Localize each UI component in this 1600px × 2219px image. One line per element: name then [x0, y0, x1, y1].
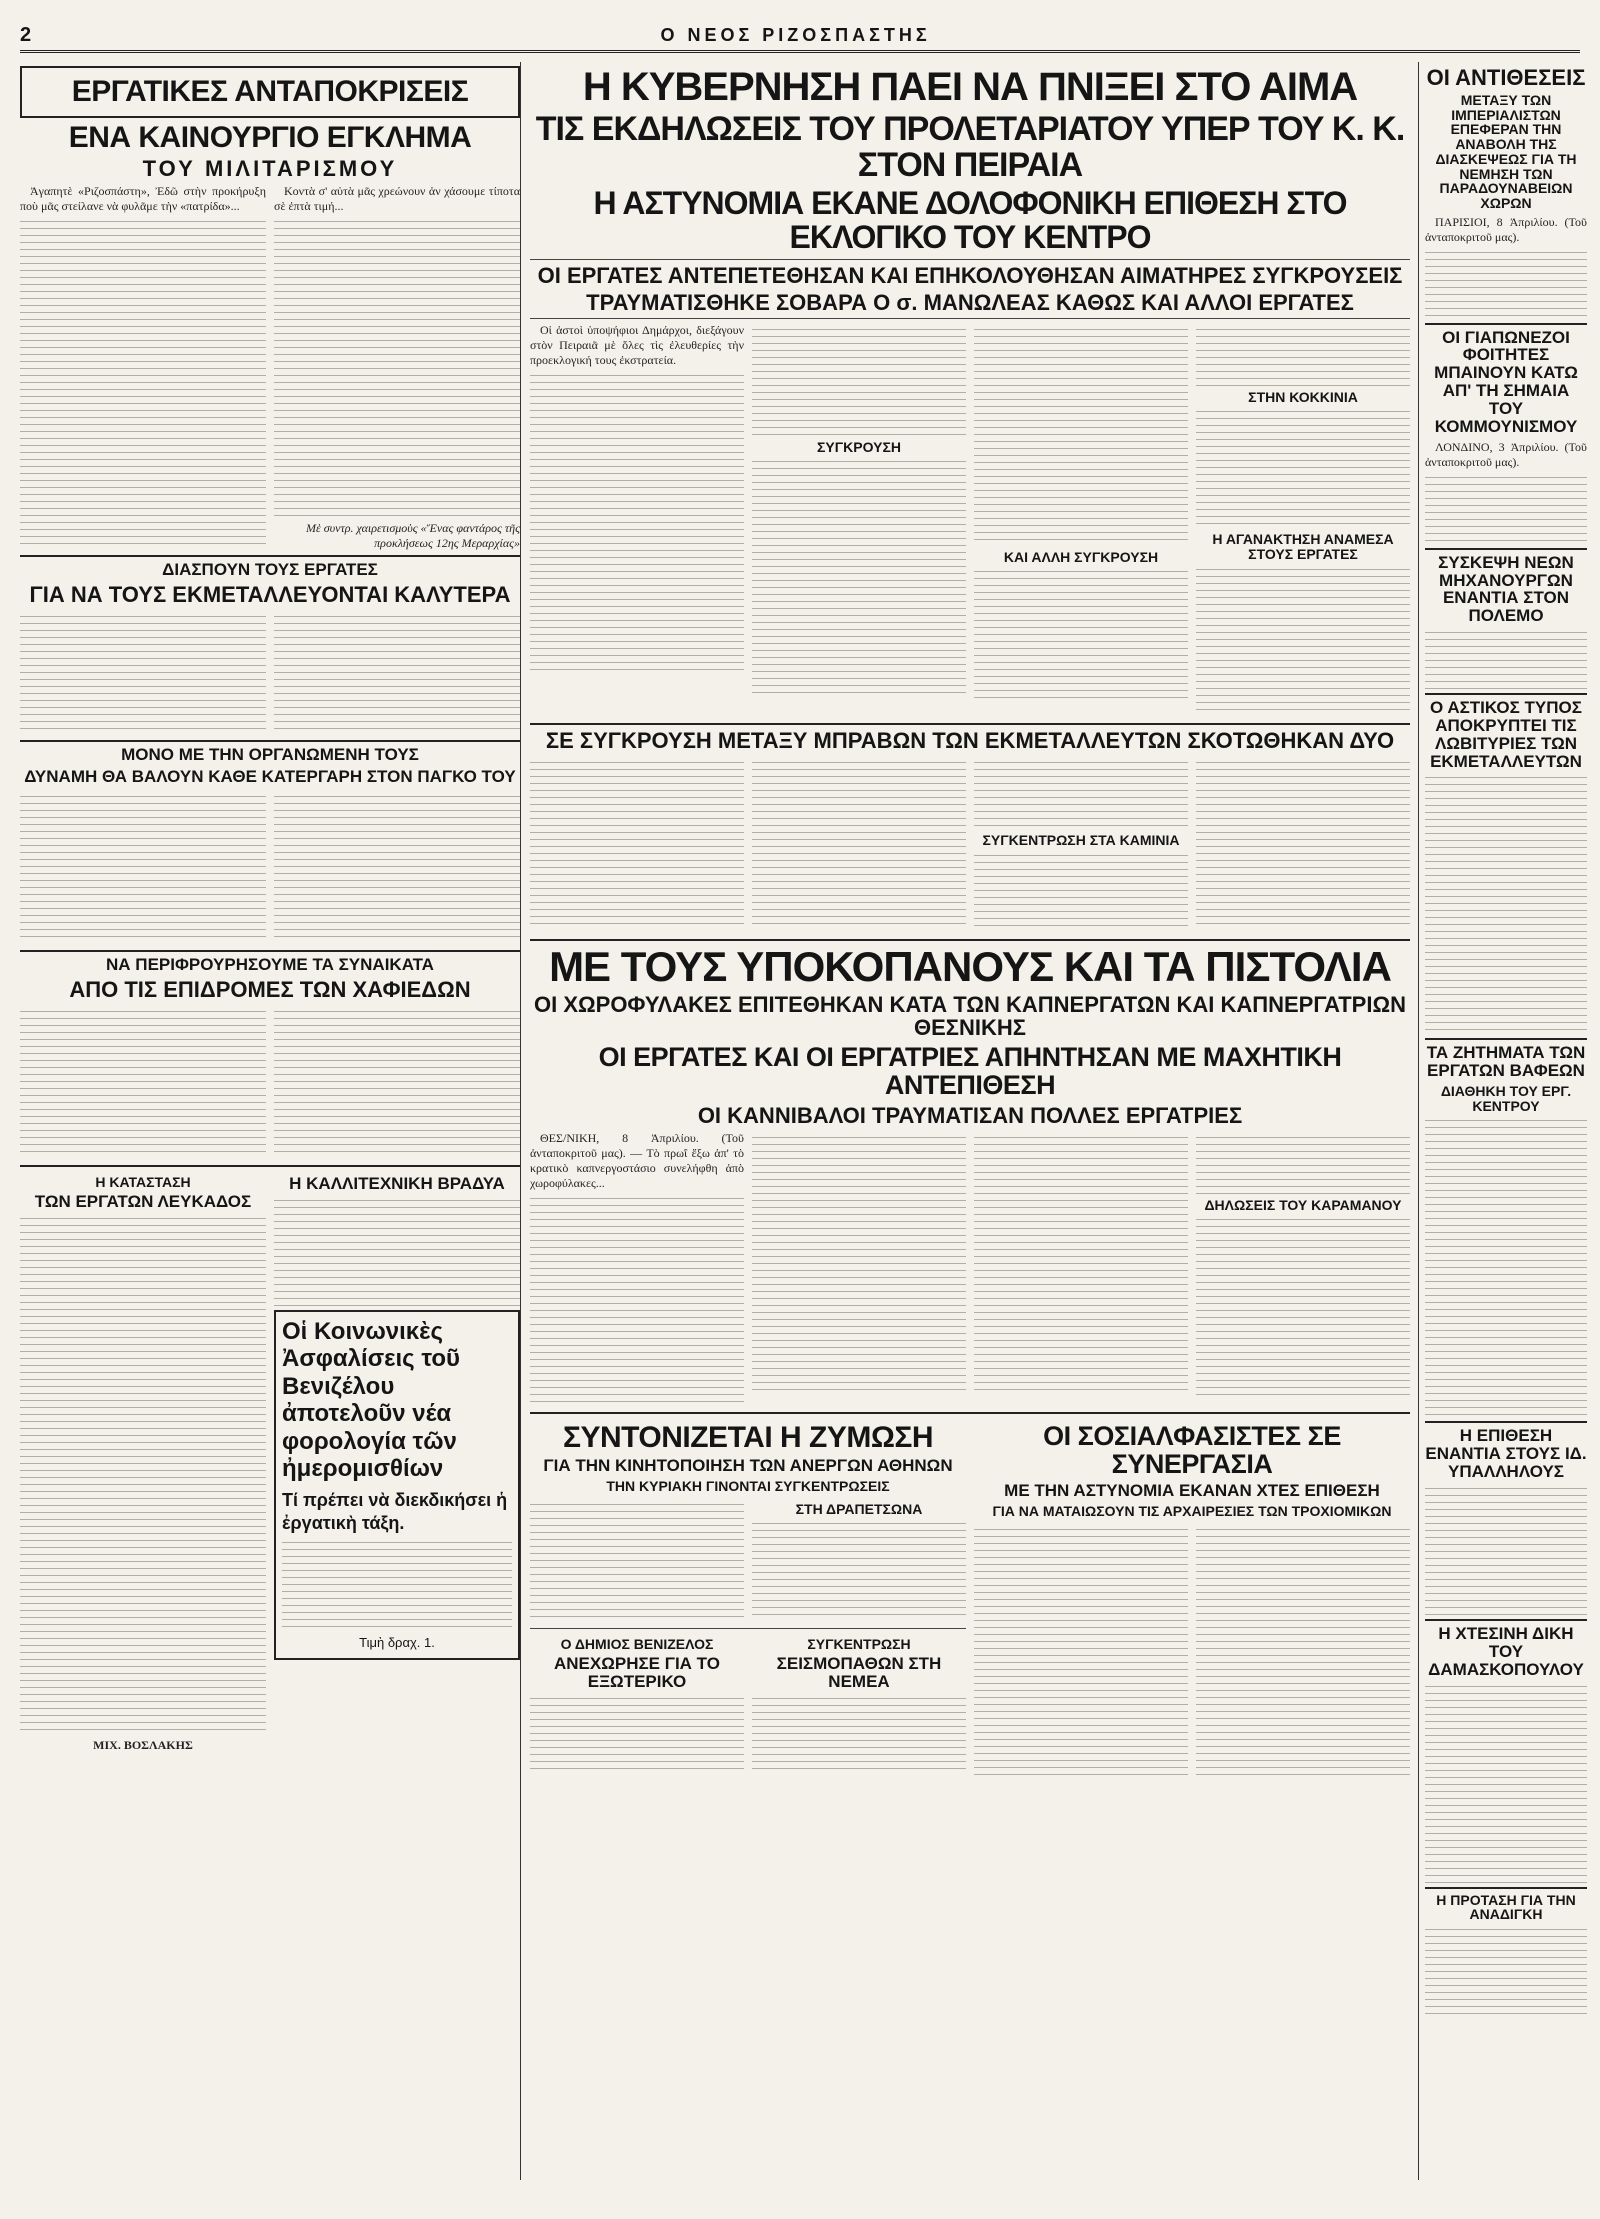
venizelos-subheadline: ΑΝΕΧΩΡΗΣΕ ΓΙΑ ΤΟ ΕΞΩΤΕΡΙΚΟ: [554, 1654, 720, 1692]
pamphlet-ad: [274, 1310, 520, 1660]
main-headline-2: ΤΙΣ ΕΚΔΗΛΩΣΕΙΣ ΤΟΥ ΠΡΟΛΕΤΑΡΙΑΤΟΥ ΥΠΕΡ ΤΟΥ Κ. Κ. ΣΤΟΝ ΠΕΙΡΑΙΑ: [535, 110, 1405, 184]
thessaloniki-subheadline-3: ΟΙ ΚΑΝΝΙΒΑΛΟΙ ΤΡΑΥΜΑΤΙΣΑΝ ΠΟΛΛΕΣ ΕΡΓΑΤΡΙΕΣ: [697, 1102, 1243, 1128]
japanese-students-headline: ΟΙ ΓΙΑΠΩΝΕΖΟΙ ΦΟΙΤΗΤΕΣ ΜΠΑΙΝΟΥΝ ΚΑΤΩ ΑΠ' ΤΗ ΣΗΜΑΙΑ ΤΟΥ ΚΟΜΜΟΥΝΙΣΜΟΥ: [1434, 327, 1578, 436]
imperialists-lede: ΠΑΡΙΣΙΟΙ, 8 Ἀπριλίου. (Τοῦ ἀνταποκριτοῦ μας).: [1425, 214, 1587, 244]
bourgeois-press-headline: Ο ΑΣΤΙΚΟΣ ΤΥΠΟΣ ΑΠΟΚΡΥΠΤΕΙ ΤΙΣ ΛΩΒΙΤΥΡΙΕΣ ΤΩΝ ΕΚΜΕΤΑΛΛΕΥΤΩΝ: [1430, 698, 1582, 771]
proposal-headline: Η ΠΡΟΤΑΣΗ ΓΙΑ ΤΗΝ ΑΝΑΔΙΓΚΗ: [1436, 1891, 1576, 1923]
employees-attack-headline: Η ΕΠΙΘΕΣΗ ΕΝΑΝΤΙΑ ΣΤΟΥΣ ΙΔ. ΥΠΑΛΛΗΛΟΥΣ: [1425, 1426, 1587, 1482]
imperialists-subheadline: ΜΕΤΑΞΥ ΤΩΝ ΙΜΠΕΡΙΑΛΙΣΤΩΝ ΕΠΕΦΕΡΑΝ ΤΗΝ ΑΝΑΒΟΛΗ ΤΗΣ ΔΙΑΣΚΕΨΕΩΣ ΓΙΑ ΤΗ ΝΕΜΗΣΗ ΤΩΝ ΠΑΡΑΔΟΥΝΑΒΕΙΩΝ ΧΩΡΩΝ: [1435, 92, 1577, 211]
piraeus-subhead: ΣΥΓΚΕΝΤΡΩΣΗ ΣΤΑ ΚΑΜΙΝΙΑ: [982, 831, 1180, 848]
story3-subheadline: ΔΥΝΑΜΗ ΘΑ ΒΑΛΟΥΝ ΚΑΘΕ ΚΑΤΕΡΓΑΡΗ ΣΤΟΝ ΠΑΓΚΟ ΤΟΥ: [24, 766, 516, 786]
damaskopoulos-trial-headline: Η ΧΤΕΣΙΝΗ ΔΙΚΗ ΤΟΥ ΔΑΜΑΣΚΟΠΟΥΛΟΥ: [1428, 1624, 1584, 1679]
section-banner: [20, 66, 520, 118]
japanese-students-lede: ΛΟΝΔΙΝΟ, 3 Ἀπριλίου. (Τοῦ ἀνταποκριτοῦ μας).: [1425, 439, 1587, 469]
center-column: [530, 62, 1410, 2180]
main-subhead-kokkinia: ΣΤΗΝ ΚΟΚΚΙΝΙΑ: [1248, 388, 1358, 405]
main-subhead-clash-2: ΚΑΙ ΑΛΛΗ ΣΥΓΚΡΟΥΣΗ: [1003, 548, 1159, 565]
imperialists-headline: ΟΙ ΑΝΤΙΘΕΣΕΙΣ: [1426, 65, 1586, 90]
footer-editor: ΜΙΧ. ΒΟΣΛΑΚΗΣ: [93, 1738, 193, 1753]
athens-unemployed-headline: ΣΥΝΤΟΝΙΖΕΤΑΙ Η ΖΥΜΩΣΗ: [562, 1420, 934, 1454]
left-column: [20, 62, 521, 2180]
story5-subheadline: ΤΩΝ ΕΡΓΑΤΩΝ ΛΕΥΚΑΔΟΣ: [34, 1192, 252, 1212]
athens-unemployed-subheadline: ΓΙΑ ΤΗΝ ΚΙΝΗΤΟΠΟΙΗΣΗ ΤΩΝ ΑΝΕΡΓΩΝ ΑΘΗΝΩΝ: [543, 1456, 953, 1476]
piraeus-headline: ΣΕ ΣΥΓΚΡΟΥΣΗ ΜΕΤΑΞΥ ΜΠΡΑΒΩΝ ΤΩΝ ΕΚΜΕΤΑΛΛΕΥΤΩΝ ΣΚΟΤΩΘΗΚΑΝ ΔΥΟ: [545, 727, 1395, 753]
nemea-subheadline: ΣΕΙΣΜΟΠΑΘΩΝ ΣΤΗ ΝΕΜΕΑ: [776, 1654, 942, 1692]
story4-headline: ΝΑ ΠΕΡΙΦΡΟΥΡΗΣΟΥΜΕ ΤΑ ΣΥΝΑΙΚΑΤΑ: [106, 954, 434, 974]
socialfascists-headline: ΟΙ ΣΟΣΙΑΛΦΑΣΙΣΤΕΣ ΣΕ ΣΥΝΕΡΓΑΣΙΑ: [1043, 1420, 1341, 1479]
pamphlet-title: Οἱ Κοινωνικὲς Ἀσφαλίσεις τοῦ Βενιζέλου ἀποτελοῦν νέα φορολογία τῶν ἠμερομισθίων: [282, 1317, 460, 1483]
section-title: ΕΡΓΑΤΙΚΕΣ ΑΝΤΑΠΟΚΡΙΣΕΙΣ: [71, 75, 469, 108]
story4-subheadline: ΑΠΟ ΤΙΣ ΕΠΙΔΡΟΜΕΣ ΤΩΝ ΧΑΦΙΕΔΩΝ: [69, 976, 471, 1002]
karamanos-subhead: ΔΗΛΩΣΕΙΣ ΤΟΥ ΚΑΡΑΜΑΝΟΥ: [1204, 1196, 1402, 1213]
pamphlet-price: Τιμὴ δραχ. 1.: [359, 1634, 435, 1650]
nemea-headline: ΣΥΓΚΕΝΤΡΩΣΗ: [807, 1635, 911, 1652]
right-column: [1418, 62, 1587, 2180]
thessaloniki-subheadline: ΟΙ ΧΩΡΟΦΥΛΑΚΕΣ ΕΠΙΤΕΘΗΚΑΝ ΚΑΤΑ ΤΩΝ ΚΑΠΝΕΡΓΑΤΩΝ ΚΑΙ ΚΑΠΝΕΡΓΑΤΡΙΩΝ ΘΕΣΝΙΚΗΣ: [534, 991, 1406, 1040]
socialfascists-kicker: ΓΙΑ ΝΑ ΜΑΤΑΙΩΣΟΥΝ ΤΙΣ ΑΡΧΑΙΡΕΣΙΕΣ ΤΩΝ ΤΡΟΧΙΟΜΙΚΩΝ: [992, 1503, 1392, 1520]
story3-headline: ΜΟΝΟ ΜΕ ΤΗΝ ΟΡΓΑΝΩΜΕΝΗ ΤΟΥΣ: [121, 745, 419, 765]
socialfascists-subheadline: ΜΕ ΤΗΝ ΑΣΤΥΝΟΜΙΑ ΕΚΑΝΑΝ ΧΤΕΣ ΕΠΙΘΕΣΗ: [1004, 1481, 1380, 1501]
story1-subheadline: ΤΟΥ ΜΙΛΙΤΑΡΙΣΜΟΥ: [142, 156, 398, 181]
main-subheadline-2: ΤΡΑΥΜΑΤΙΣΘΗΚΕ ΣΟΒΑΡΑ Ο σ. ΜΑΝΩΛΕΑΣ ΚΑΘΩΣ ΚΑΙ ΑΛΛΟΙ ΕΡΓΑΤΕΣ: [586, 289, 1354, 315]
story6-headline: Η ΚΑΛΛΙΤΕΧΝΙΚΗ ΒΡΑΔΥΑ: [289, 1173, 505, 1193]
newspaper-title: Ο ΝΕΟΣ ΡΙΖΟΣΠΑΣΤΗΣ: [660, 24, 931, 45]
main-story-lede: Οἱ ἀστοὶ ὑποψήφιοι Δημάρχοι, διεξάγουν στὸν Πειραιᾶ μὲ ὅλες τὶς ἐλευθερίες τὴν προεκλογική τους ἐκστρατεία.: [530, 322, 744, 367]
story2-headline: ΔΙΑΣΠΟΥΝ ΤΟΥΣ ΕΡΓΑΤΕΣ: [162, 560, 378, 580]
main-subhead-clash: ΣΥΓΚΡΟΥΣΗ: [817, 438, 901, 455]
story5-headline: Η ΚΑΤΑΣΤΑΣΗ: [95, 1173, 191, 1190]
story2-subheadline: ΓΙΑ ΝΑ ΤΟΥΣ ΕΚΜΕΤΑΛΛΕΥΟΝΤΑΙ ΚΑΛΥΤΕΡΑ: [29, 581, 511, 607]
venizelos-headline: Ο ΔΗΜΙΟΣ ΒΕΝΙΖΕΛΟΣ: [560, 1635, 714, 1652]
main-headline: Η ΚΥΒΕΡΝΗΣΗ ΠΑΕΙ ΝΑ ΠΝΙΞΕΙ ΣΤΟ ΑΙΜΑ: [582, 65, 1358, 109]
drapetsona-subhead: ΣΤΗ ΔΡΑΠΕΤΣΩΝΑ: [795, 1500, 923, 1517]
dyers-subheadline: ΔΙΑΘΗΚΗ ΤΟΥ ΕΡΓ. ΚΕΝΤΡΟΥ: [1440, 1083, 1572, 1114]
mechanics-meeting-headline: ΣΥΣΚΕΨΗ ΝΕΩΝ ΜΗΧΑΝΟΥΡΓΩΝ ΕΝΑΝΤΙΑ ΣΤΟΝ ΠΟΛΕΜΟ: [1438, 552, 1574, 626]
newspaper-page: [20, 20, 1587, 2180]
thessaloniki-lede: ΘΕΣ/ΝΙΚΗ, 8 Ἀπριλίου. (Τοῦ ἀνταποκριτοῦ μας). — Τὸ πρωΐ ἔξω ἀπ' τὸ κρατικὸ καπνεργοστάσιο συνελήφθη ἀπὸ χωροφύλακες...: [530, 1130, 744, 1190]
main-headline-3: Η ΑΣΤΥΝΟΜΙΑ ΕΚΑΝΕ ΔΟΛΟΦΟΝΙΚΗ ΕΠΙΘΕΣΗ ΣΤΟ ΕΚΛΟΓΙΚΟ ΤΟΥ ΚΕΝΤΡΟ: [593, 185, 1347, 255]
thessaloniki-headline: ΜΕ ΤΟΥΣ ΥΠΟΚΟΠΑΝΟΥΣ ΚΑΙ ΤΑ ΠΙΣΤΟΛΙΑ: [549, 942, 1391, 990]
dyers-headline: ΤΑ ΖΗΤΗΜΑΤΑ ΤΩΝ ΕΡΓΑΤΩΝ ΒΑΦΕΩΝ: [1426, 1043, 1586, 1081]
story1-body-2: Κοντὰ σ' αὐτὰ μᾶς χρεώνουν ἀν χάσουμε τίποτα σὲ ἐπτὰ τιμή...: [274, 184, 520, 214]
story1-headline: ΕΝΑ ΚΑΙΝΟΥΡΓΙΟ ΕΓΚΛΗΜΑ: [68, 120, 472, 154]
main-subheadline: ΟΙ ΕΡΓΑΤΕΣ ΑΝΤΕΠΕΤΕΘΗΣΑΝ ΚΑΙ ΕΠΗΚΟΛΟΥΘΗΣΑΝ ΑΙΜΑΤΗΡΕΣ ΣΥΓΚΡΟΥΣΕΙΣ: [537, 262, 1403, 288]
story1-signature: Μὲ συντρ. χαιρετισμοὺς «Ἕνας φαντάρος τῆς προκλήσεως 12ης Μεραρχίας»: [306, 521, 520, 551]
pamphlet-subtitle: Τί πρέπει νὰ διεκδικήσει ἡ ἐργατικὴ τάξη.: [282, 1490, 508, 1534]
story1-body: Ἀγαπητὲ «Ριζοσπάστη», Ἐδῶ στὴν προκήρυξη ποὺ μᾶς στείλανε νὰ φυλᾶμε τὴν «πατρίδα»...: [20, 184, 266, 214]
page-number: 2: [20, 23, 32, 46]
thessaloniki-subheadline-2: ΟΙ ΕΡΓΑΤΕΣ ΚΑΙ ΟΙ ΕΡΓΑΤΡΙΕΣ ΑΠΗΝΤΗΣΑΝ ΜΕ ΜΑΧΗΤΙΚΗ ΑΝΤΕΠΙΘΕΣΗ: [598, 1041, 1342, 1101]
athens-unemployed-kicker: ΤΗΝ ΚΥΡΙΑΚΗ ΓΙΝΟΝΤΑΙ ΣΥΓΚΕΝΤΡΩΣΕΙΣ: [606, 1478, 890, 1494]
main-subhead-anger: Η ΑΓΑΝΑΚΤΗΣΗ ΑΝΑΜΕΣΑ ΣΤΟΥΣ ΕΡΓΑΤΕΣ: [1212, 531, 1394, 563]
masthead: [20, 20, 1580, 53]
